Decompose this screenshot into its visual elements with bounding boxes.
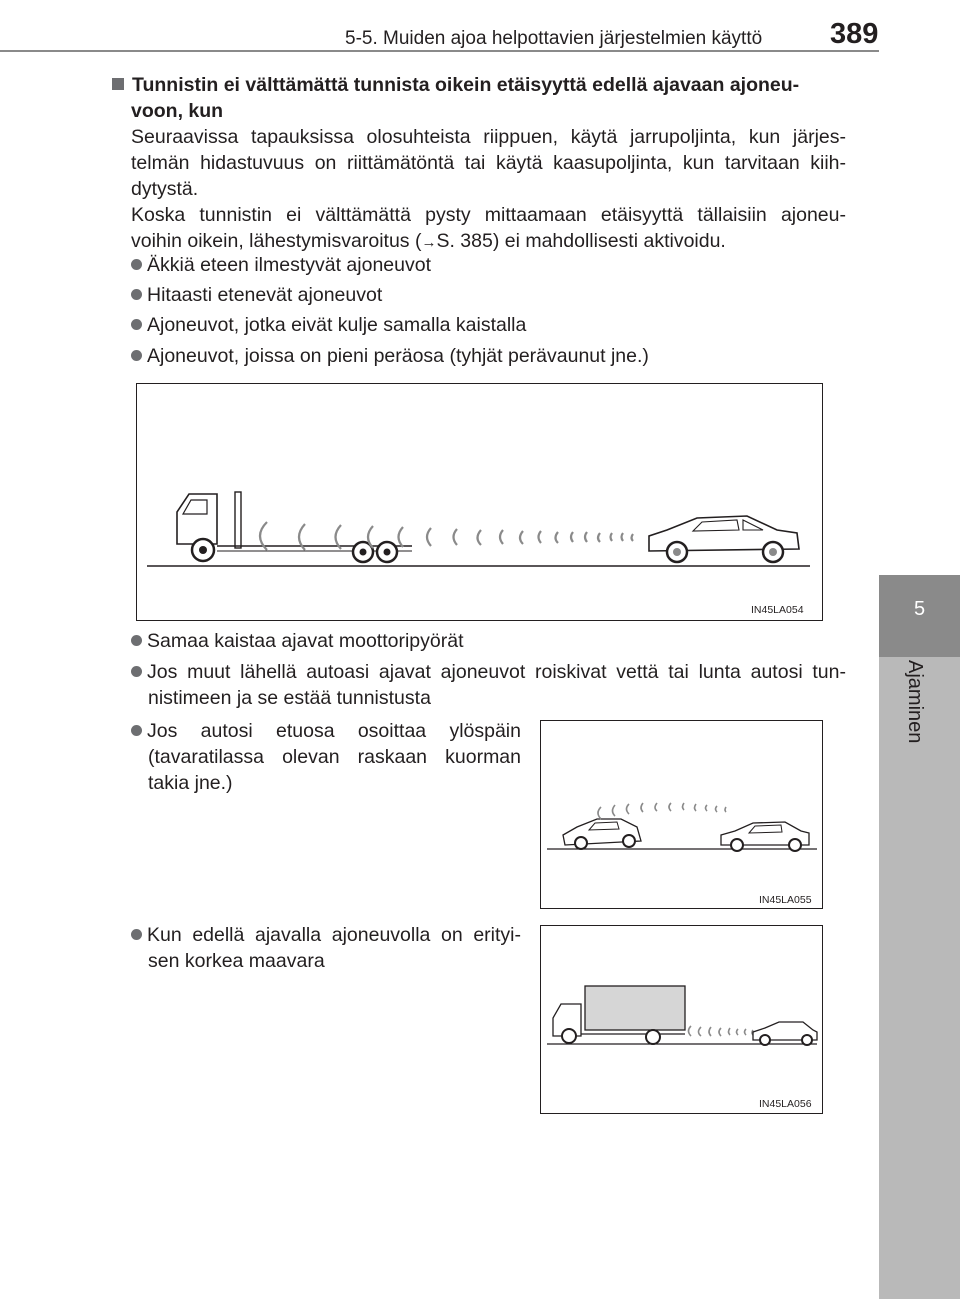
bullet-dot-icon bbox=[131, 666, 142, 677]
list-item: Hitaasti etenevät ajoneuvot bbox=[131, 282, 382, 308]
high-clearance-illustration bbox=[541, 926, 822, 1113]
figure-truck-empty-trailer bbox=[136, 383, 823, 621]
bullet-dot-icon bbox=[131, 929, 142, 940]
figure-code: IN45LA055 bbox=[759, 894, 812, 906]
list-item: Kun edellä ajavalla ajoneuvolla on erityi- sen korkea maavara bbox=[131, 922, 521, 974]
bullet-dot-icon bbox=[131, 635, 142, 646]
chapter-strip bbox=[879, 657, 960, 1299]
heading-square-icon bbox=[112, 78, 124, 90]
truck-trailer-illustration bbox=[137, 384, 822, 620]
list-item: Äkkiä eteen ilmestyvät ajoneuvot bbox=[131, 252, 431, 278]
figure-high-clearance bbox=[540, 925, 823, 1114]
intro-paragraph: Seuraavissa tapauksissa olosuhteista riippuen, käytä jarrupoljinta, kun järjes- telmän hidastuvuus on riittämätöntä tai käytä kaasupoljinta, kun tarvitaan kiih- dytystä. Koska tunnistin ei välttämättä pysty mittaamaan etäisyyttä tällaisiin ajoneu- voihin oikein, lähestymisvaroitus (→S. 385) ei mahdollisesti aktivoidu. bbox=[131, 126, 846, 252]
arrow-right-icon: → bbox=[421, 234, 437, 251]
bullet-dot-icon bbox=[131, 259, 142, 270]
page-number: 389 bbox=[830, 18, 879, 50]
figure-code: IN45LA056 bbox=[759, 1098, 812, 1110]
chapter-number: 5 bbox=[913, 598, 926, 620]
header-divider bbox=[0, 50, 960, 52]
nose-up-illustration bbox=[541, 721, 822, 908]
bullet-dot-icon bbox=[131, 319, 142, 330]
bullet-dot-icon bbox=[131, 350, 142, 361]
list-item: Samaa kaistaa ajavat moottoripyörät bbox=[131, 628, 464, 654]
chapter-side-tab bbox=[879, 0, 960, 1299]
list-item: Jos muut lähellä autoasi ajavat ajoneuvot roiskivat vettä tai lunta autosi tun- nistimeen ja se estää tunnistusta bbox=[131, 659, 846, 711]
list-item: Ajoneuvot, jotka eivät kulje samalla kaistalla bbox=[131, 312, 526, 338]
figure-code: IN45LA054 bbox=[751, 604, 804, 616]
figure-nose-up bbox=[540, 720, 823, 909]
list-item: Jos autosi etuosa osoittaa ylöspäin (tavaratilassa olevan raskaan kuorman takia jne.) bbox=[131, 718, 521, 796]
bullet-dot-icon bbox=[131, 289, 142, 300]
section-title: 5-5. Muiden ajoa helpottavien järjestelmien käyttö bbox=[345, 28, 763, 49]
chapter-label: Ajaminen bbox=[904, 660, 926, 744]
bullet-dot-icon bbox=[131, 725, 142, 736]
section-heading: Tunnistin ei välttämättä tunnista oikein etäisyyttä edellä ajavaan ajoneu- voon, kun bbox=[112, 72, 852, 124]
list-item: Ajoneuvot, joissa on pieni peräosa (tyhjät perävaunut jne.) bbox=[131, 343, 649, 369]
